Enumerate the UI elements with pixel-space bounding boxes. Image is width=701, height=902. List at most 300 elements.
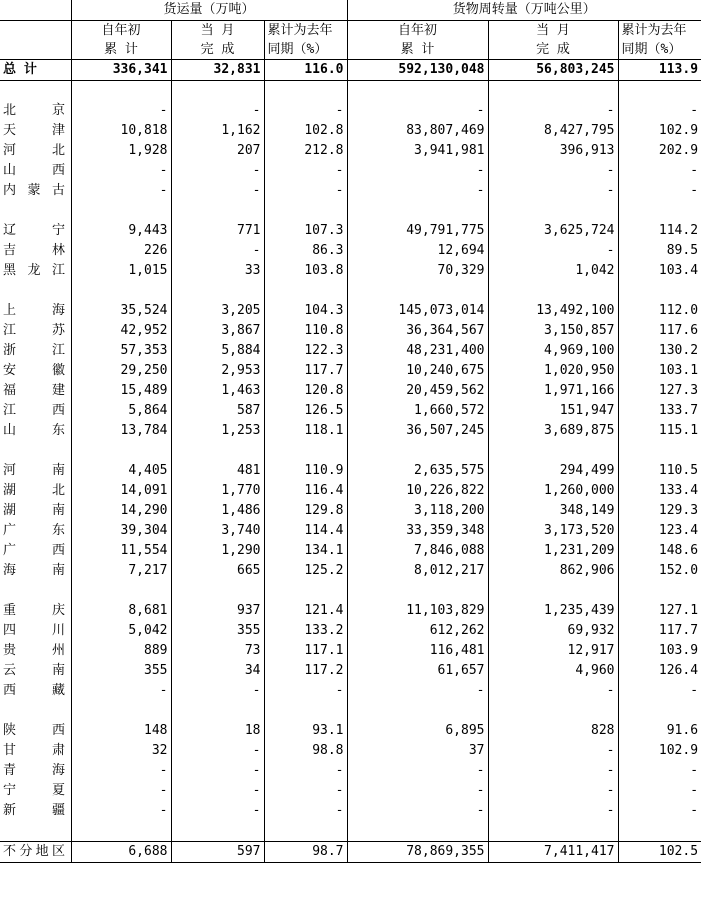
region-name: [0, 301, 71, 321]
value-cell: -: [347, 101, 488, 121]
value-cell: 73: [171, 641, 264, 661]
value-cell: 121.4: [264, 601, 347, 621]
value-cell: 123.4: [658, 523, 699, 538]
region-name: [0, 401, 71, 421]
value-cell: 148.6: [658, 543, 699, 558]
table-row: [0, 781, 701, 801]
header-group-row: [0, 0, 701, 21]
table-row: [0, 261, 701, 281]
table-row: [0, 601, 701, 621]
value-cell: 3,689,875: [488, 421, 618, 441]
value-cell: -: [171, 161, 264, 181]
table-row: [0, 801, 701, 821]
table-row: [0, 301, 701, 321]
table-row: [0, 481, 701, 501]
region-name: [0, 221, 71, 241]
table-row: [0, 761, 701, 781]
table-row: [0, 241, 701, 261]
value-cell: 113.9: [618, 60, 701, 81]
value-cell: -: [264, 181, 347, 201]
value-cell: 771: [171, 221, 264, 241]
header-sub-row-2: [0, 40, 701, 60]
header-sub-row-1: [0, 21, 701, 41]
value-cell: 116.0: [264, 60, 347, 81]
value-cell: 3,941,981: [347, 141, 488, 161]
value-cell: 294,499: [488, 461, 618, 481]
value-cell: -: [264, 161, 347, 181]
value-cell: 152.0: [658, 563, 699, 578]
region-label: 贵州: [3, 643, 65, 658]
region-label: 辽宁: [3, 223, 65, 238]
footer-row: [0, 842, 701, 863]
spacer-row: [0, 701, 701, 721]
region-label: 重庆: [3, 603, 65, 618]
value-cell: 14,091: [71, 481, 171, 501]
table-row: [0, 421, 701, 441]
region-name: [0, 381, 71, 401]
value-cell: 355: [71, 661, 171, 681]
value-cell: 6,895: [347, 721, 488, 741]
value-cell: 86.3: [264, 241, 347, 261]
region-label: 福建: [3, 383, 65, 398]
region-label: 陕西: [3, 723, 65, 738]
region-name: [0, 261, 71, 281]
value-cell: 348,149: [488, 501, 618, 521]
spacer-row: [0, 441, 701, 461]
value-cell: 83,807,469: [347, 121, 488, 141]
value-cell: -: [71, 101, 171, 121]
region-name: [0, 101, 71, 121]
value-cell: 127.3: [658, 383, 699, 398]
table-row: [0, 121, 701, 141]
value-cell: -: [488, 781, 618, 801]
table-row: [0, 641, 701, 661]
region-label: 湖北: [3, 483, 65, 498]
value-cell: 207: [171, 141, 264, 161]
region-name: [0, 141, 71, 161]
region-label: 天津: [3, 123, 65, 138]
value-cell: -: [171, 761, 264, 781]
value-cell: 862,906: [488, 561, 618, 581]
region-label: 山西: [3, 163, 65, 178]
value-cell: -: [690, 683, 699, 698]
value-cell: -: [690, 163, 699, 178]
value-cell: -: [488, 101, 618, 121]
table-row: [0, 141, 701, 161]
value-cell: 103.1: [658, 363, 699, 378]
value-cell: 125.2: [264, 561, 347, 581]
value-cell: 1,020,950: [488, 361, 618, 381]
value-cell: -: [71, 761, 171, 781]
value-cell: -: [171, 741, 264, 761]
value-cell: 70,329: [347, 261, 488, 281]
value-cell: 15,489: [71, 381, 171, 401]
value-cell: -: [71, 801, 171, 821]
header-pct: 同期（%）: [264, 40, 347, 60]
table-row: [0, 461, 701, 481]
region-label: 新疆: [3, 803, 65, 818]
region-name: [0, 361, 71, 381]
region-label: 甘肃: [3, 743, 65, 758]
value-cell: 10,818: [71, 121, 171, 141]
region-name: [0, 741, 71, 761]
spacer-row: [0, 821, 701, 842]
value-cell: 1,253: [171, 421, 264, 441]
region-label: 四川: [3, 623, 65, 638]
header-blank-cell: [0, 0, 71, 21]
value-cell: 5,884: [171, 341, 264, 361]
region-label: 海南: [3, 563, 65, 578]
value-cell: 148: [71, 721, 171, 741]
value-cell: 42,952: [71, 321, 171, 341]
value-cell: -: [171, 241, 264, 261]
value-cell: 130.2: [658, 343, 699, 358]
value-cell: 1,486: [171, 501, 264, 521]
value-cell: -: [488, 161, 618, 181]
value-cell: 20,459,562: [347, 381, 488, 401]
value-cell: -: [488, 741, 618, 761]
region-label: 河北: [3, 143, 65, 158]
header-pct: 累计为去年: [621, 23, 687, 38]
region-label: 北京: [3, 103, 65, 118]
value-cell: 110.9: [264, 461, 347, 481]
value-cell: -: [71, 181, 171, 201]
value-cell: 5,864: [71, 401, 171, 421]
region-label: 江西: [3, 403, 65, 418]
value-cell: 129.3: [658, 503, 699, 518]
value-cell: -: [264, 101, 347, 121]
region-label: 不分地区: [3, 844, 65, 859]
value-cell: -: [488, 181, 618, 201]
header-pct: 同期（%）: [621, 42, 682, 57]
region-label: 吉林: [3, 243, 65, 258]
value-cell: 481: [171, 461, 264, 481]
header-month: 当 月: [488, 21, 618, 41]
value-cell: 7,411,417: [488, 842, 618, 863]
region-name: [0, 321, 71, 341]
value-cell: 33,359,348: [347, 521, 488, 541]
value-cell: 2,953: [171, 361, 264, 381]
value-cell: 3,205: [171, 301, 264, 321]
value-cell: -: [488, 241, 618, 261]
value-cell: -: [347, 761, 488, 781]
region-name: [0, 481, 71, 501]
value-cell: 1,015: [71, 261, 171, 281]
table-row: [0, 401, 701, 421]
value-cell: 49,791,775: [347, 221, 488, 241]
table-row: [0, 321, 701, 341]
table-row: [0, 101, 701, 121]
value-cell: 3,740: [171, 521, 264, 541]
value-cell: -: [690, 183, 699, 198]
value-cell: 3,173,520: [488, 521, 618, 541]
value-cell: 110.8: [264, 321, 347, 341]
value-cell: 665: [171, 561, 264, 581]
value-cell: 114.4: [264, 521, 347, 541]
value-cell: 1,235,439: [488, 601, 618, 621]
spacer-row: [0, 281, 701, 301]
region-name: [0, 541, 71, 561]
region-label: 总 计: [3, 62, 37, 77]
value-cell: 117.6: [658, 323, 699, 338]
table-body: [0, 60, 701, 863]
value-cell: 12,917: [488, 641, 618, 661]
value-cell: 592,130,048: [347, 60, 488, 81]
region-name: [0, 161, 71, 181]
value-cell: 8,012,217: [347, 561, 488, 581]
value-cell: -: [71, 681, 171, 701]
spacer-row: [0, 81, 701, 102]
value-cell: 13,492,100: [488, 301, 618, 321]
value-cell: 104.3: [264, 301, 347, 321]
region-label: 内蒙古: [3, 183, 65, 198]
value-cell: 889: [71, 641, 171, 661]
value-cell: 3,867: [171, 321, 264, 341]
value-cell: 587: [171, 401, 264, 421]
value-cell: -: [690, 763, 699, 778]
value-cell: -: [171, 781, 264, 801]
value-cell: 133.7: [658, 403, 699, 418]
region-name: [0, 461, 71, 481]
value-cell: 127.1: [658, 603, 699, 618]
table-row: [0, 161, 701, 181]
spacer-row: [0, 201, 701, 221]
value-cell: 103.8: [264, 261, 347, 281]
value-cell: 117.7: [658, 623, 699, 638]
value-cell: 112.0: [658, 303, 699, 318]
value-cell: 11,103,829: [347, 601, 488, 621]
header-ytd: 自年初: [347, 21, 488, 41]
value-cell: 11,554: [71, 541, 171, 561]
value-cell: -: [347, 681, 488, 701]
value-cell: 102.9: [658, 123, 699, 138]
table-row: [0, 361, 701, 381]
region-name: [0, 661, 71, 681]
value-cell: -: [488, 801, 618, 821]
value-cell: -: [171, 681, 264, 701]
spacer-row: [0, 581, 701, 601]
region-label: 西藏: [3, 683, 65, 698]
region-label: 安徽: [3, 363, 65, 378]
value-cell: -: [488, 681, 618, 701]
value-cell: -: [171, 801, 264, 821]
header-month: 完 成: [171, 40, 264, 60]
value-cell: -: [264, 781, 347, 801]
value-cell: -: [347, 801, 488, 821]
region-name: [0, 761, 71, 781]
table-row: [0, 681, 701, 701]
value-cell: 126.4: [658, 663, 699, 678]
region-name: [0, 561, 71, 581]
header-ytd: 自年初: [71, 21, 171, 41]
value-cell: 3,150,857: [488, 321, 618, 341]
value-cell: -: [347, 181, 488, 201]
value-cell: 98.8: [264, 741, 347, 761]
value-cell: 117.2: [264, 661, 347, 681]
value-cell: 2,635,575: [347, 461, 488, 481]
value-cell: 118.1: [264, 421, 347, 441]
value-cell: 597: [171, 842, 264, 863]
table-row: [0, 181, 701, 201]
table-row: [0, 341, 701, 361]
value-cell: 13,784: [71, 421, 171, 441]
region-name: [0, 241, 71, 261]
value-cell: -: [171, 181, 264, 201]
value-cell: 8,681: [71, 601, 171, 621]
region-label: 广西: [3, 543, 65, 558]
value-cell: 29,250: [71, 361, 171, 381]
header-month: 当 月: [171, 21, 264, 41]
value-cell: 129.8: [264, 501, 347, 521]
region-name: [0, 641, 71, 661]
value-cell: 102.9: [658, 743, 699, 758]
value-cell: 133.2: [264, 621, 347, 641]
header-month: 完 成: [488, 40, 618, 60]
value-cell: 32,831: [171, 60, 264, 81]
region-name: [0, 681, 71, 701]
value-cell: 7,217: [71, 561, 171, 581]
region-name: [0, 781, 71, 801]
value-cell: -: [690, 803, 699, 818]
region-name: [0, 341, 71, 361]
value-cell: 134.1: [264, 541, 347, 561]
value-cell: 6,688: [71, 842, 171, 863]
header-ytd: 累 计: [71, 40, 171, 60]
value-cell: 116.4: [264, 481, 347, 501]
value-cell: 36,507,245: [347, 421, 488, 441]
value-cell: 36,364,567: [347, 321, 488, 341]
value-cell: 34: [171, 661, 264, 681]
region-label: 江苏: [3, 323, 65, 338]
value-cell: 1,770: [171, 481, 264, 501]
table-row: [0, 541, 701, 561]
value-cell: 57,353: [71, 341, 171, 361]
region-name: [0, 501, 71, 521]
region-label: 湖南: [3, 503, 65, 518]
value-cell: 98.7: [264, 842, 347, 863]
value-cell: 7,846,088: [347, 541, 488, 561]
region-label: 河南: [3, 463, 65, 478]
table-row: [0, 661, 701, 681]
value-cell: 1,231,209: [488, 541, 618, 561]
table-row: [0, 621, 701, 641]
value-cell: 117.7: [264, 361, 347, 381]
region-label: 云南: [3, 663, 65, 678]
value-cell: 828: [488, 721, 618, 741]
region-name: [0, 621, 71, 641]
value-cell: 110.5: [658, 463, 699, 478]
value-cell: -: [264, 761, 347, 781]
value-cell: -: [171, 101, 264, 121]
region-name: [0, 521, 71, 541]
value-cell: -: [690, 103, 699, 118]
value-cell: 116,481: [347, 641, 488, 661]
region-label: 上海: [3, 303, 65, 318]
value-cell: 35,524: [71, 301, 171, 321]
value-cell: 107.3: [264, 221, 347, 241]
region-name: [0, 842, 71, 863]
value-cell: 151,947: [488, 401, 618, 421]
table-row: [0, 221, 701, 241]
value-cell: 5,042: [71, 621, 171, 641]
value-cell: -: [71, 781, 171, 801]
table-row: [0, 521, 701, 541]
region-name: [0, 121, 71, 141]
region-label: 广东: [3, 523, 65, 538]
value-cell: 39,304: [71, 521, 171, 541]
value-cell: 396,913: [488, 141, 618, 161]
value-cell: 91.6: [666, 723, 699, 738]
region-name: [0, 801, 71, 821]
value-cell: 93.1: [264, 721, 347, 741]
header-freight-turnover: 货物周转量（万吨公里）: [347, 0, 701, 21]
value-cell: -: [347, 161, 488, 181]
value-cell: 120.8: [264, 381, 347, 401]
value-cell: 336,341: [71, 60, 171, 81]
region-name: [0, 721, 71, 741]
value-cell: 102.5: [618, 842, 701, 863]
value-cell: 115.1: [658, 423, 699, 438]
value-cell: 78,869,355: [347, 842, 488, 863]
value-cell: 1,928: [71, 141, 171, 161]
value-cell: 114.2: [658, 223, 699, 238]
value-cell: 355: [171, 621, 264, 641]
value-cell: -: [488, 761, 618, 781]
value-cell: -: [264, 801, 347, 821]
value-cell: 212.8: [264, 141, 347, 161]
value-cell: 3,625,724: [488, 221, 618, 241]
region-label: 浙江: [3, 343, 65, 358]
region-label: 宁夏: [3, 783, 65, 798]
value-cell: 10,240,675: [347, 361, 488, 381]
value-cell: 102.8: [264, 121, 347, 141]
value-cell: 48,231,400: [347, 341, 488, 361]
table-row: [0, 561, 701, 581]
value-cell: 1,971,166: [488, 381, 618, 401]
value-cell: 117.1: [264, 641, 347, 661]
header-ytd: 累 计: [347, 40, 488, 60]
value-cell: 1,260,000: [488, 481, 618, 501]
header-pct: 累计为去年: [264, 21, 347, 41]
value-cell: 3,118,200: [347, 501, 488, 521]
value-cell: 202.9: [658, 143, 699, 158]
value-cell: 18: [171, 721, 264, 741]
value-cell: 4,405: [71, 461, 171, 481]
value-cell: 1,660,572: [347, 401, 488, 421]
value-cell: 33: [171, 261, 264, 281]
table-row: [0, 381, 701, 401]
value-cell: 126.5: [264, 401, 347, 421]
header-freight-volume: 货运量（万吨）: [71, 0, 347, 21]
value-cell: -: [71, 161, 171, 181]
value-cell: 14,290: [71, 501, 171, 521]
value-cell: 56,803,245: [488, 60, 618, 81]
region-name: [0, 421, 71, 441]
total-row: [0, 60, 701, 81]
value-cell: 1,463: [171, 381, 264, 401]
value-cell: 1,290: [171, 541, 264, 561]
value-cell: -: [264, 681, 347, 701]
value-cell: 122.3: [264, 341, 347, 361]
value-cell: 69,932: [488, 621, 618, 641]
value-cell: 4,960: [488, 661, 618, 681]
value-cell: 937: [171, 601, 264, 621]
value-cell: 226: [71, 241, 171, 261]
value-cell: 612,262: [347, 621, 488, 641]
value-cell: -: [347, 781, 488, 801]
value-cell: 103.9: [658, 643, 699, 658]
table-row: [0, 721, 701, 741]
